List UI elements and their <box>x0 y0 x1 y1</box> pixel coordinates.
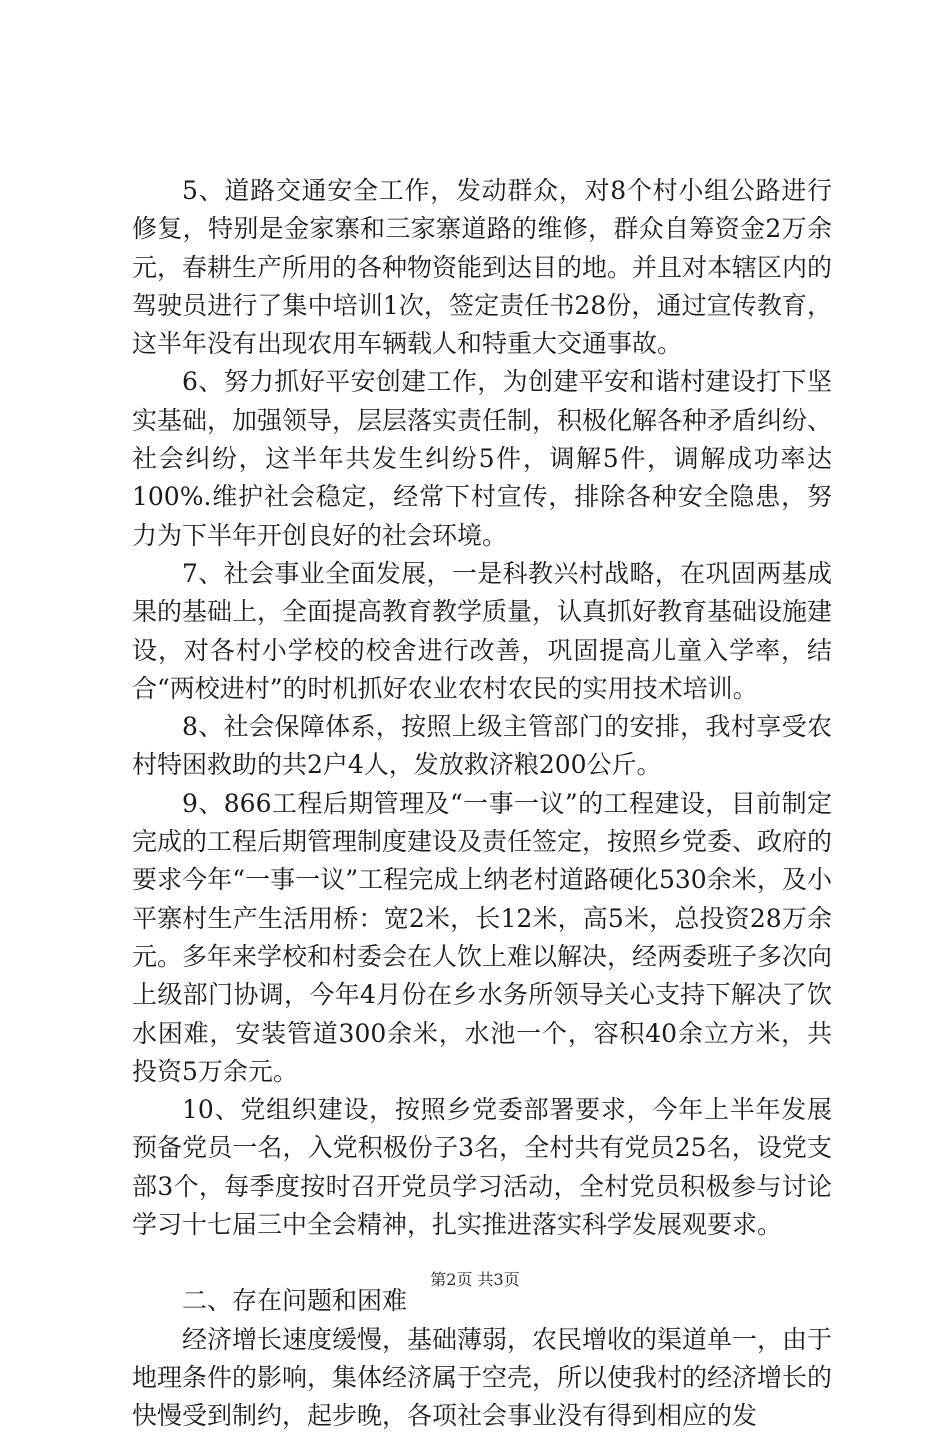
paragraph-item-5: 5、道路交通安全工作，发动群众，对8个村小组公路进行修复，特别是金家寨和三家寨道路的维修，群众自筹资金2万余元，春耕生产所用的各种物资能到达目的地。并且对本辖区内的驾驶员进行了集中培训1次，签定责任书28份，通过宣传教育，这半年没有出现农用车辆载人和特重大交通事故。 <box>132 176 833 359</box>
paragraph-item-9: 9、866工程后期管理及“一事一议”的工程建设，目前制定完成的工程后期管理制度建设及责任签定，按照乡党委、政府的要求今年“一事一议”工程完成上纳老村道路硬化530余米，及小平寨村生产生活用桥：宽2米，长12米，高5米，总投资28万余元。多年来学校和村委会在人饮上难以解决，经两委班子多次向上级部门协调，今年4月份在乡水务所领导关心支持下解决了饮水困难，安装管道300余米，水池一个，容积40余立方米，共投资5万余元。 <box>132 788 833 1086</box>
page-footer: 第2页 共3页 <box>430 1270 520 1289</box>
document-body <box>132 172 832 1436</box>
paragraph-item-6: 6、努力抓好平安创建工作，为创建平安和谐村建设打下坚实基础，加强领导，层层落实责任制，积极化解各种矛盾纠纷、社会纠纷，这半年共发生纠纷5件，调解5件，调解成功率达100%.维护社会稳定，经常下村宣传，排除各种安全隐患，努力为下半年开创良好的社会环境。 <box>132 367 833 550</box>
paragraph-item-10: 10、党组织建设，按照乡党委部署要求，今年上半年发展预备党员一名，入党积极份子3名，全村共有党员25名，设党支部3个，每季度按时召开党员学习活动，全村党员积极参与讨论学习十七届三中全会精神，扎实推进落实科学发展观要求。 <box>132 1095 832 1240</box>
section-heading: 二、存在问题和困难 <box>182 1286 408 1316</box>
section-body-paragraph: 经济增长速度缓慢，基础薄弱，农民增收的渠道单一，由于地理条件的影响，集体经济属于空壳，所以使我村的经济增长的快慢受到制约，起步晚，各项社会事业没有得到相应的发 <box>132 1324 833 1431</box>
paragraph-item-8: 8、社会保障体系，按照上级主管部门的安排，我村享受农村特困救助的共2户4人，发放救济粮200公斤。 <box>132 712 832 780</box>
paragraph-item-7: 7、社会事业全面发展，一是科教兴村战略，在巩固两基成果的基础上，全面提高教育教学质量，认真抓好教育基础设施建设，对各村小学校的校舍进行改善，巩固提高儿童入学率，结合“两校进村”的时机抓好农业农村农民的实用技术培训。 <box>132 558 833 703</box>
